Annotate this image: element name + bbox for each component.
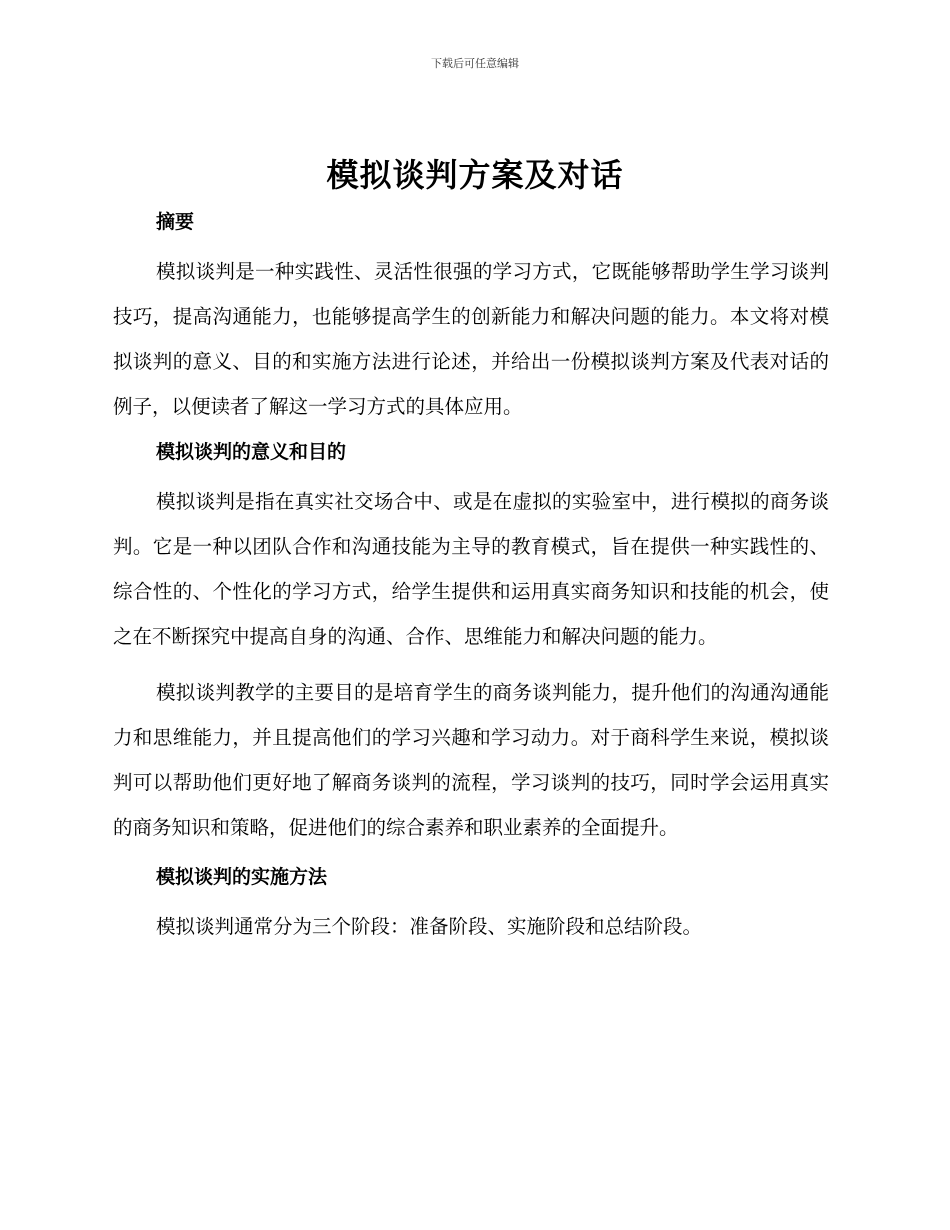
page-header-note: 下载后可任意编辑 (431, 57, 519, 70)
purpose-paragraph: 模拟谈判教学的主要目的是培育学生的商务谈判能力，提升他们的沟通沟通能力和思维能力，并且提高他们的学习兴趣和学习动力。对于商科学生来说，模拟谈判可以帮助他们更好地了解商务谈判的流程，学习谈判的技巧，同时学会运用真实的商务知识和策略，促进他们的综合素养和职业素养的全面提升。 (113, 681, 829, 839)
abstract-paragraph: 模拟谈判是一种实践性、灵活性很强的学习方式，它既能够帮助学生学习谈判技巧，提高沟通能力，也能够提高学生的创新能力和解决问题的能力。本文将对模拟谈判的意义、目的和实施方法进行论述，并给出一份模拟谈判方案及代表对话的例子，以便读者了解这一学习方式的具体应用。 (113, 260, 829, 418)
document-title: 模拟谈判方案及对话 (326, 156, 624, 194)
meaning-paragraph: 模拟谈判是指在真实社交场合中、或是在虚拟的实验室中，进行模拟的商务谈判。它是一种以团队合作和沟通技能为主导的教育模式，旨在提供一种实践性的、综合性的、个性化的学习方式，给学生提供和运用真实商务知识和技能的机会，使之在不断探究中提高自身的沟通、合作、思维能力和解决问题的能力。 (113, 490, 829, 648)
section-heading-abstract: 摘要 (156, 211, 195, 233)
section-heading-meaning-and-purpose: 模拟谈判的意义和目的 (156, 441, 347, 463)
implementation-paragraph: 模拟谈判通常分为三个阶段：准备阶段、实施阶段和总结阶段。 (156, 915, 703, 938)
document-body (113, 206, 829, 949)
section-heading-implementation-method: 模拟谈判的实施方法 (156, 866, 328, 888)
